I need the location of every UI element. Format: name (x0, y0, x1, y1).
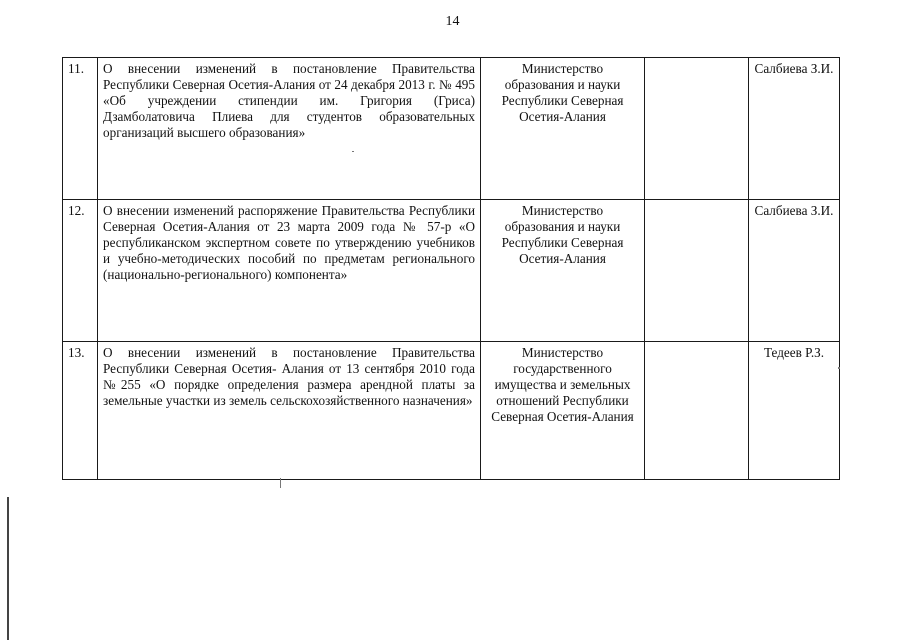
scan-artifact-speck (352, 151, 354, 152)
page-number: 14 (445, 14, 460, 29)
scan-artifact-speck (838, 367, 840, 369)
scan-artifact-line (7, 497, 9, 640)
document-title-cell: О внесении изменений в постановление Правительства Республики Северная Осетия- Алания от 13 сентября 2010 года №255 «О порядке определения размера арендной платы за земельные участки из земель сельскохозяйственного назначения» (98, 342, 481, 480)
responsible-cell: Салбиева З.И. (749, 200, 840, 342)
document-title-cell: О внесении изменений распоряжение Правительства Республики Северная Осетия-Алания от 23 марта 2009 года № 57-р «О республиканском экспертном совете по утверждению учебников и учебно-методических пособий по предметам регионального (национально-регионального) компонента» (98, 200, 481, 342)
table-row (63, 200, 840, 342)
table-row (63, 342, 840, 480)
document-table (62, 57, 840, 480)
table-row (63, 58, 840, 200)
document-title-cell: О внесении изменений в постановление Правительства Республики Северная Осетия-Алания от 24 декабря 2013 г. № 495 «Об учреждении стипендии им. Григория (Гриса) Дзамболатовича Плиева для студентов образовательных организаций высшего образования» (98, 58, 481, 200)
empty-cell (645, 58, 749, 200)
empty-cell (645, 342, 749, 480)
empty-cell (645, 200, 749, 342)
organization-cell: Министерство образования и науки Республики Северная Осетия-Алания (481, 58, 645, 200)
row-number-cell: 13. (63, 342, 98, 480)
row-number-cell: 12. (63, 200, 98, 342)
responsible-cell: Тедеев Р.З. (749, 342, 840, 480)
row-number-cell: 11. (63, 58, 98, 200)
scan-artifact-speck (280, 478, 281, 488)
organization-cell: Министерство образования и науки Республики Северная Осетия-Алания (481, 200, 645, 342)
responsible-cell: Салбиева З.И. (749, 58, 840, 200)
organization-cell: Министерство государственного имущества и земельных отношений Республики Северная Осетия-Алания (481, 342, 645, 480)
